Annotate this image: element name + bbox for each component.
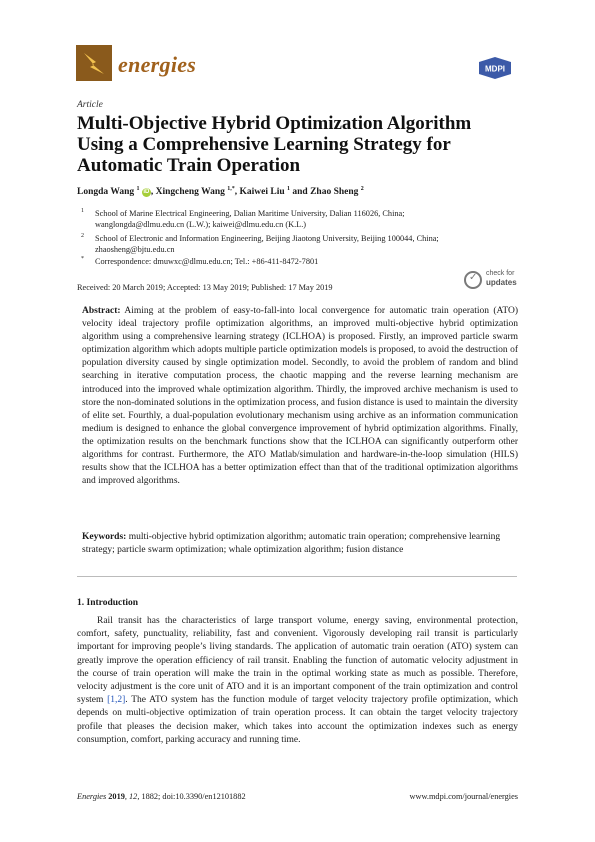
article-title: Multi-Objective Hybrid Optimization Algorithm Using a Comprehensive Learning Strategy for Automatic Train Operation (77, 113, 472, 176)
keywords-text: multi-objective hybrid optimization algorithm; automatic train operation; comprehensive learning strategy; particle swarm optimization; whale optimization algorithm; fusion distance (82, 532, 501, 556)
author-affiliation-mark: 1 (136, 186, 140, 192)
footer-doi[interactable]: , 1882; doi:10.3390/en12101882 (137, 792, 246, 801)
abstract (82, 305, 518, 488)
author-name[interactable]: Longda Wang (77, 187, 135, 198)
affiliation-number: 2 (81, 233, 84, 239)
affiliation-email[interactable]: zhaosheng@bjtu.edu.cn (95, 245, 175, 254)
badge-line2: updates (486, 278, 517, 287)
mdpi-logo-text: MDPI (485, 64, 505, 74)
mdpi-logo-icon (476, 56, 514, 80)
author-list: Longda Wang $^1$ iD , Xingcheng Wang $^{1,*}$, Kaiwei Liu $^1$ and Zhao Sheng $^2$ (77, 186, 364, 198)
affiliation-text (95, 208, 405, 230)
footer-volume: 12 (129, 792, 138, 801)
check-for-updates-badge[interactable] (462, 270, 522, 294)
author-affiliation-mark: 2 (360, 186, 364, 192)
badge-line1: check for (486, 270, 515, 277)
article-type: Article (77, 100, 103, 110)
author-name[interactable]: Xingcheng Wang (155, 187, 225, 198)
footer-journal: Energies (77, 792, 107, 801)
correspondence-mark: * (81, 256, 84, 262)
divider (77, 576, 517, 577)
affiliation-text (95, 233, 439, 255)
keywords-label: Keywords: (82, 532, 127, 542)
footer-year: 2019 (108, 792, 125, 801)
affiliation-line: School of Marine Electrical Engineering, Dalian Maritime University, Dalian 116026, China; (95, 209, 405, 218)
author-affiliation-mark: 1,* (227, 186, 235, 192)
affiliation-number: 1 (81, 208, 84, 214)
publication-dates: Received: 20 March 2019; Accepted: 13 May 2019; Published: 17 May 2019 (77, 283, 333, 292)
author-affiliation-mark: 1 (287, 186, 291, 192)
affiliation-line: School of Electronic and Information Engineering, Beijing Jiaotong University, Beijing 100044, China; (95, 234, 439, 243)
abstract-text: Aiming at the problem of easy-to-fall-into local convergence for automatic train operation (ATO) velocity ideal trajectory profile optimization algorithms, an improved multi-objective hybrid optimization algorithm using a comprehensive learning strategy (ICLHOA) is proposed. Firstly, an improved particle swarm optimization algorithm which adopts multiple particle optimization models is proposed, to avoid the destruction of population diversity caused by single optimization model. Secondly, to avoid the problem of random and blind searching in iterative computation process, the chaotic mapping and the reverse learning mechanism are introduced into the improved whale optimization algorithm. Thirdly, the improved archive mechanism is used to store the non-dominated solutions in the optimization process, and fusion distance is used to maintain the diversity of elite set. Fourthly, a dual-population evolutionary mechanism using archive as an information communication medium is designed to enhance the global convergence improvement of hybrid optimization algorithms. Finally, the optimization results on the benchmark functions show that the ICLHOA can significantly outperform other algorithms for contrast. Furthermore, the ATO Matlab/simulation and hardware-in-the-loop simulation (HILS) results show that the ICLHOA has a better optimization effect than that of the traditional optimization algorithms and improved algorithms. (82, 306, 518, 487)
correspondence-text[interactable]: Correspondence: dmuwxc@dlmu.edu.cn; Tel.: +86-411-8472-7801 (95, 257, 319, 266)
lightning-bolt-icon (76, 45, 112, 81)
author-name[interactable]: Kaiwei Liu (239, 187, 285, 198)
journal-name: energies (118, 52, 197, 77)
author-name[interactable]: Zhao Sheng (310, 187, 359, 198)
keywords (82, 531, 518, 557)
introduction-paragraph (77, 615, 518, 747)
footer-citation: Energies 2019, 12, 1882; doi:10.3390/en12101882 (77, 792, 246, 801)
intro-text: Rail transit has the characteristics of large transport volume, energy saving, environmental protection, comfort, safety, punctuality, reliability, fast and convenient. Vigorously developing rail transit is particularly important for improving people’s living standards. The application of automatic train oeration (ATO) system can greatly improve the operation efficiency of rail transit. Enabling the function of automatic velocity adjustment in the course of train operation will make the train in the optimal working state as much as possible. Therefore, velocity adjustment is the core unit of ATO and it is an important component of the train optimization and control system (77, 616, 518, 706)
citation-link[interactable]: [1,2] (107, 695, 126, 706)
check-updates-icon: ✓ (464, 271, 482, 289)
orcid-icon[interactable]: iD (143, 189, 150, 196)
mdpi-logo[interactable] (476, 56, 514, 80)
section-heading: 1. Introduction (77, 598, 139, 608)
abstract-label: Abstract: (82, 306, 121, 316)
journal-logo (76, 45, 112, 81)
affiliation-email[interactable]: wanglongda@dlmu.edu.cn (L.W.); kaiwei@dlmu.edu.cn (K.L.) (95, 220, 307, 229)
footer-url[interactable]: www.mdpi.com/journal/energies (409, 792, 518, 801)
intro-text-continued: . The ATO system has the function module of target velocity trajectory profile optimization, which depends on multi-objective optimization of train operation process. It can obtain the target velocity trajectory profile that pleases the decision maker, which takes into account the optimization indexes such as energy consumption, comfort, parking accuracy and running time. (77, 695, 518, 745)
